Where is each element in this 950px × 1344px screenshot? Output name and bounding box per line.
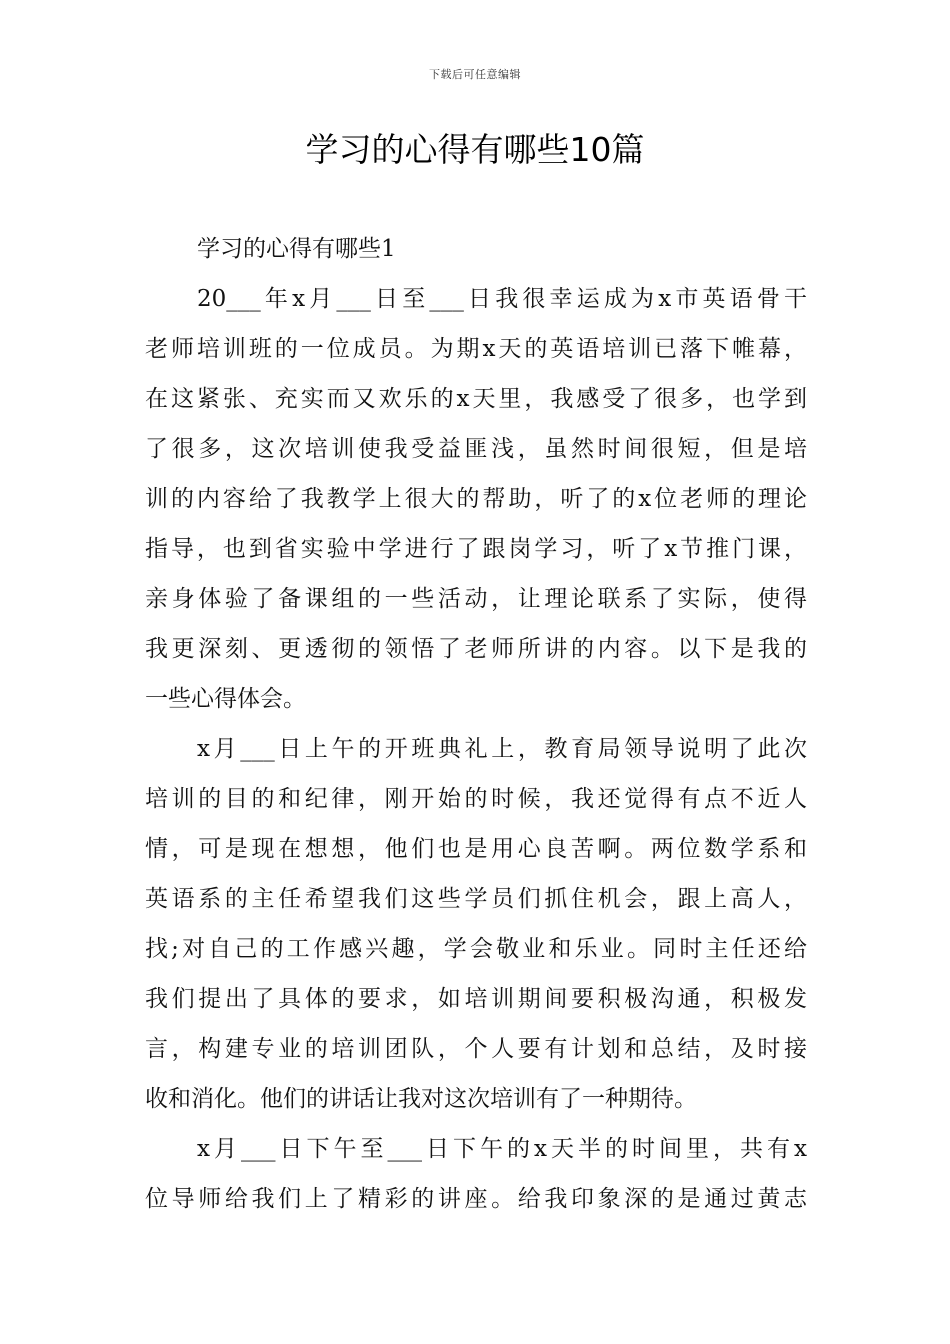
paragraph-line: 找;对自己的工作感兴趣，学会敬业和乐业。同时主任还给 (145, 936, 807, 962)
paragraph-line: 一些心得体会。 (145, 686, 306, 712)
paragraph-line: 英语系的主任希望我们这些学员们抓住机会，跟上高人， (145, 886, 807, 912)
paragraph-line: 收和消化。他们的讲话让我对这次培训有了一种期待。 (145, 1086, 697, 1112)
paragraph-line: 20___年x月___日至___日我很幸运成为x市英语骨干 (197, 286, 807, 312)
paragraph-line: 了很多，这次培训使我受益匪浅，虽然时间很短，但是培 (145, 436, 807, 462)
paragraph-line: 指导，也到省实验中学进行了跟岗学习，听了x节推门课， (145, 536, 807, 562)
paragraph-line: 言，构建专业的培训团队，个人要有计划和总结，及时接 (145, 1036, 807, 1062)
paragraph-line: 在这紧张、充实而又欢乐的x天里，我感受了很多，也学到 (145, 386, 807, 412)
section-heading: 学习的心得有哪些1 (197, 236, 396, 262)
paragraph-line: 训的内容给了我教学上很大的帮助，听了的x位老师的理论 (145, 486, 807, 512)
paragraph-line: 老师培训班的一位成员。为期x天的英语培训已落下帷幕， (145, 336, 807, 362)
paragraph-line: 位导师给我们上了精彩的讲座。给我印象深的是通过黄志 (145, 1186, 807, 1212)
document-title: 学习的心得有哪些10篇 (305, 130, 645, 169)
paragraph-line: 亲身体验了备课组的一些活动，让理论联系了实际，使得 (145, 586, 807, 612)
paragraph-line: 培训的目的和纪律，刚开始的时候，我还觉得有点不近人 (145, 786, 807, 812)
paragraph-line: 我更深刻、更透彻的领悟了老师所讲的内容。以下是我的 (145, 636, 807, 662)
document-body (145, 224, 807, 1224)
paragraph-2 (145, 724, 807, 1124)
paragraph-line: x月___日上午的开班典礼上，教育局领导说明了此次 (197, 736, 807, 762)
header-note: 下载后可任意编辑 (429, 68, 521, 81)
paragraph-1 (145, 274, 807, 724)
paragraph-line: 我们提出了具体的要求，如培训期间要积极沟通，积极发 (145, 986, 807, 1012)
paragraph-3 (145, 1124, 807, 1224)
paragraph-line: 情，可是现在想想，他们也是用心良苦啊。两位数学系和 (145, 836, 807, 862)
paragraph-line: x月___日下午至___日下午的x天半的时间里，共有x (197, 1136, 807, 1162)
